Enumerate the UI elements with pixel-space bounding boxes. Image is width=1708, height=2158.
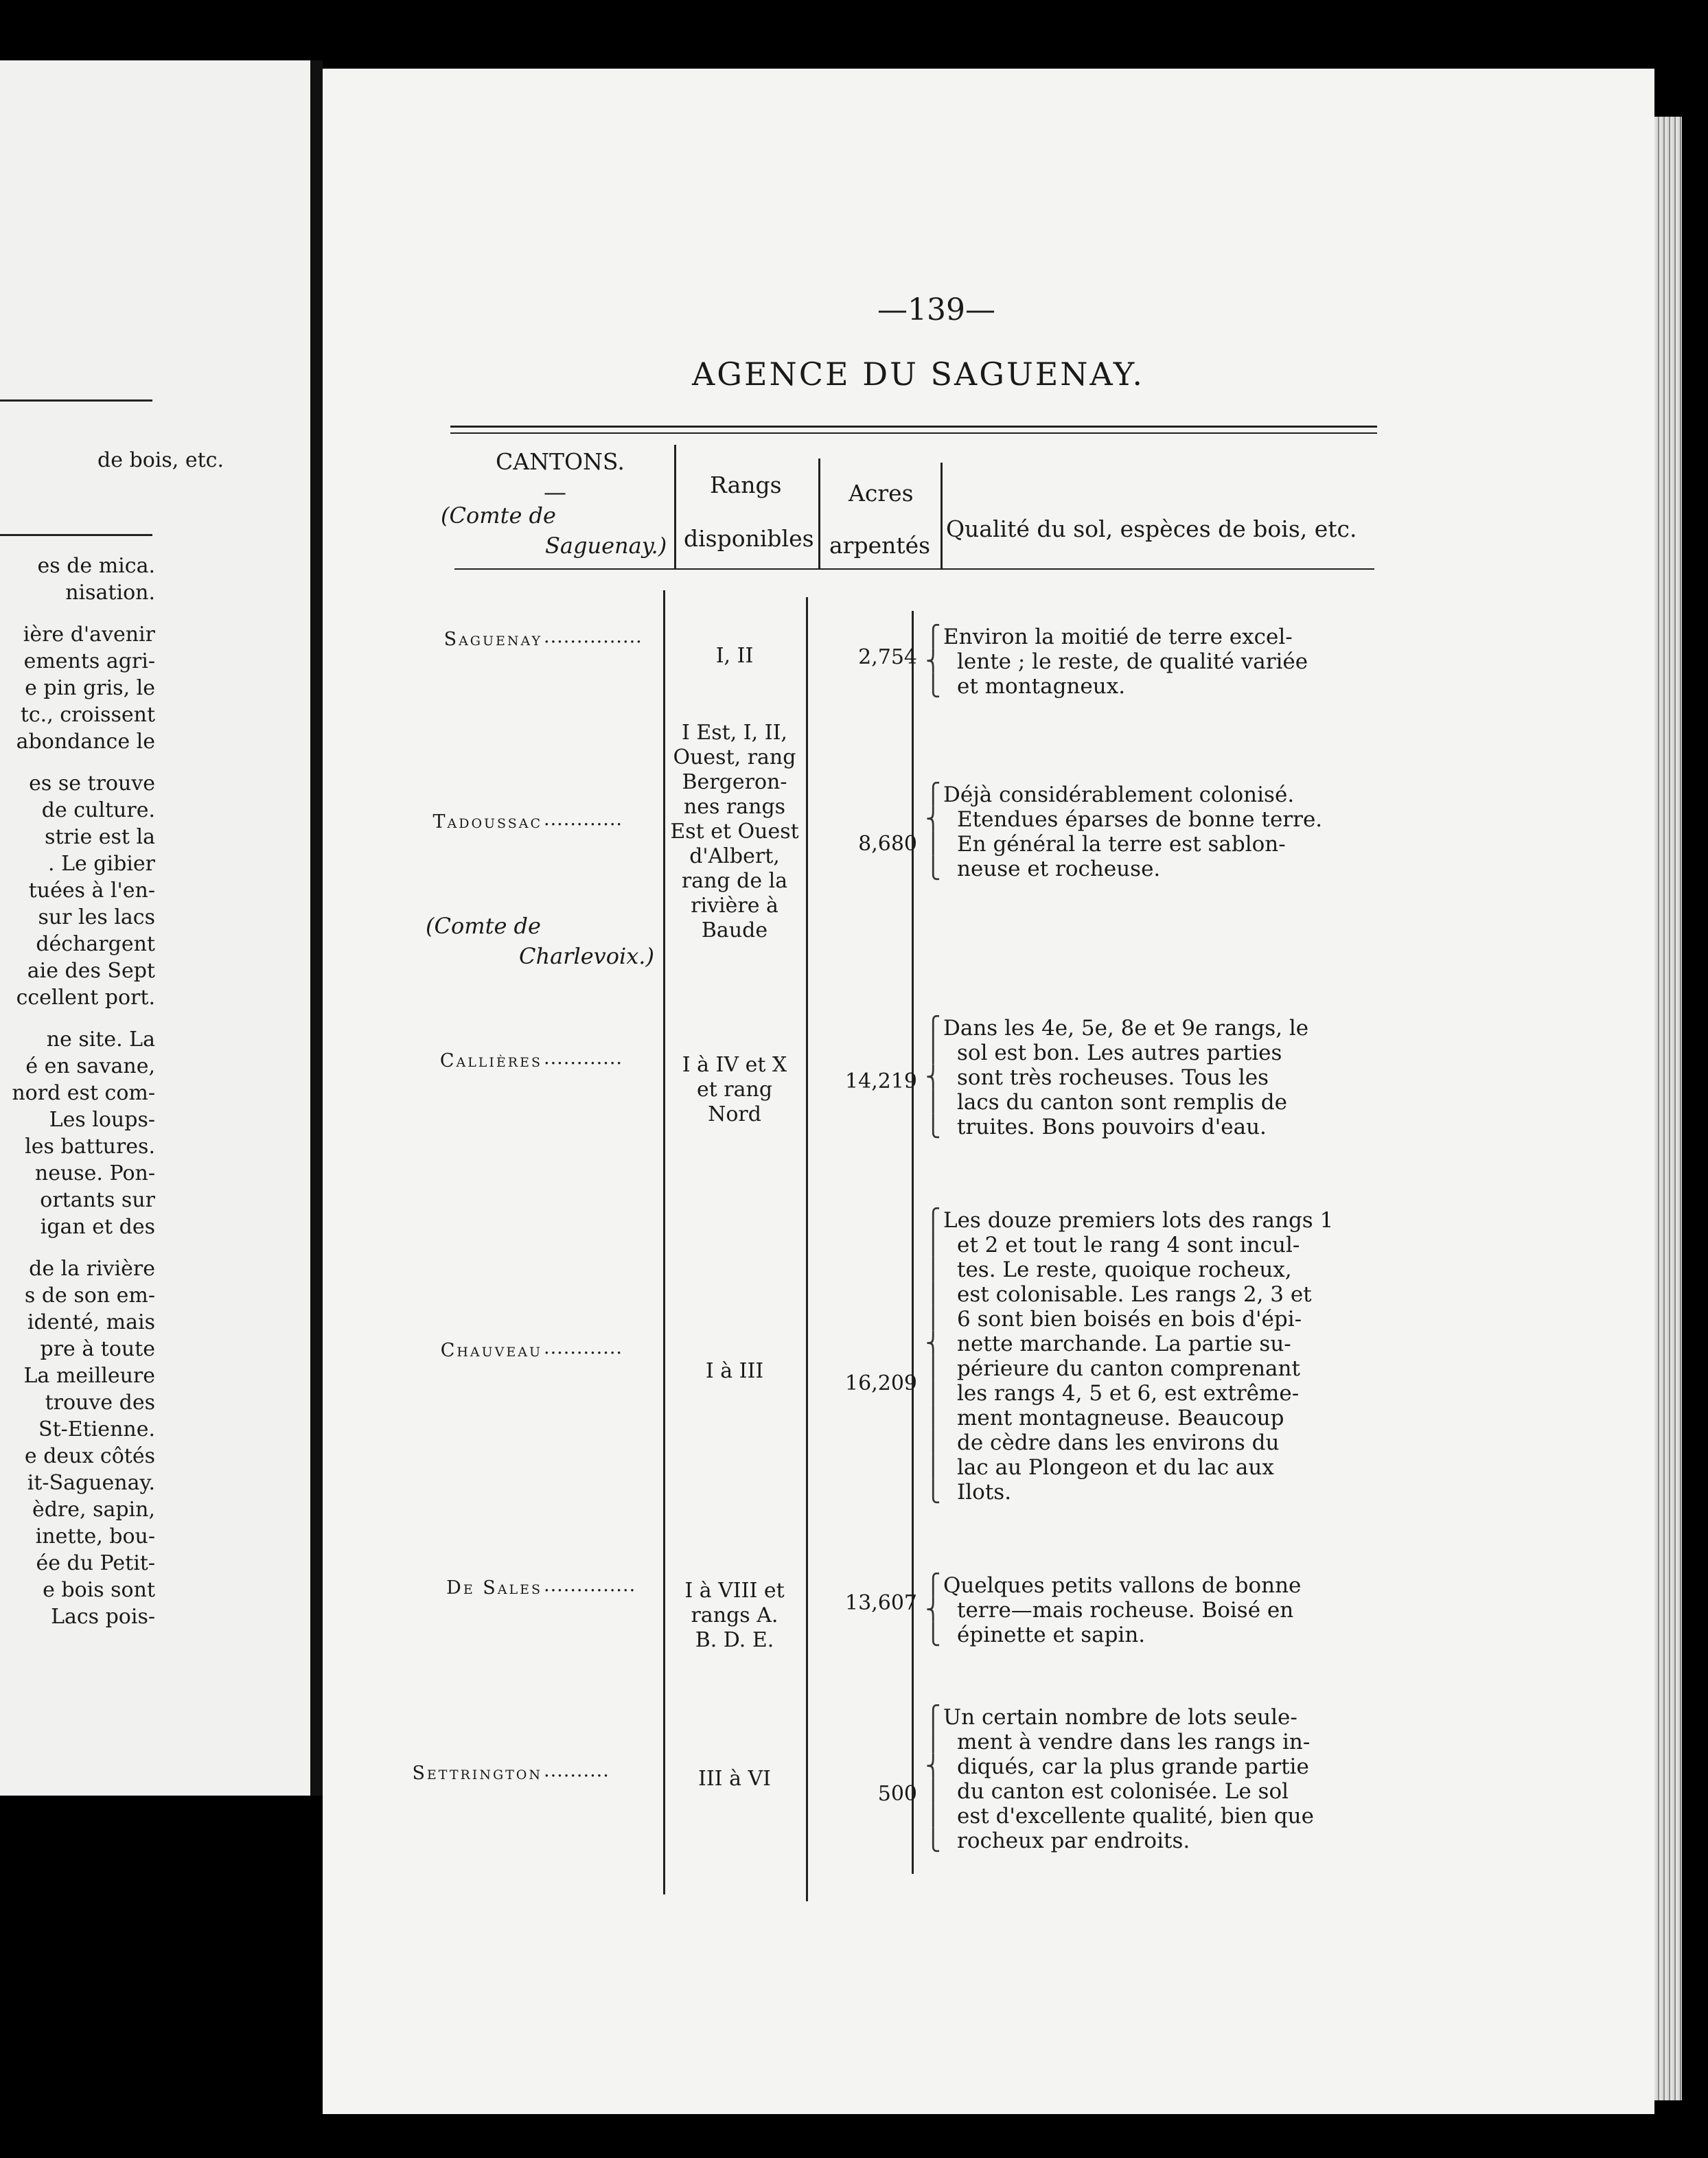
quality-line: terre—mais rocheuse. Boisé en <box>957 1598 1294 1623</box>
acres-value: 8,680 <box>858 832 917 856</box>
left-page-line: identé, mais <box>27 1310 155 1334</box>
canton-name: Saguenay <box>443 629 542 650</box>
header-dash: — <box>544 478 566 505</box>
header-top-rule <box>450 426 1377 428</box>
left-page-line: s de son em- <box>24 1284 155 1308</box>
left-page <box>0 60 310 1796</box>
rangs-line: d'Albert, <box>689 844 780 868</box>
rangs-line: Est et Ouest <box>670 820 799 844</box>
quality-line: Déjà considérablement colonisé. <box>943 782 1295 807</box>
header-divider <box>940 463 943 568</box>
rangs-line: Nord <box>708 1102 761 1126</box>
left-page-line: igan et des <box>40 1215 155 1239</box>
header-divider <box>674 445 676 568</box>
left-page-line: La meilleure <box>23 1364 155 1388</box>
brace-mark: ⎨ <box>925 1332 941 1356</box>
header-rangs: Rangs <box>710 472 782 498</box>
quality-line: Dans les 4e, 5e, 8e et 9e rangs, le <box>943 1016 1309 1041</box>
rangs-line: et rang <box>696 1078 773 1102</box>
left-page-line: ements agri- <box>23 649 155 673</box>
header-county: (Comte de <box>441 502 556 529</box>
quality-line: 6 sont bien boisés en bois d'épi- <box>957 1307 1302 1332</box>
quality-line: Les douze premiers lots des rangs 1 <box>943 1208 1334 1233</box>
rangs-line: Bergeron- <box>682 770 787 794</box>
quality-line: périeure du canton comprenant <box>957 1356 1300 1381</box>
quality-line: ment à vendre dans les rangs in- <box>957 1730 1311 1754</box>
brace-mark: ⎪ <box>925 1455 941 1479</box>
brace-mark: ⎧ <box>925 782 941 807</box>
left-page-line: trouve des <box>45 1391 155 1415</box>
acres-value: 500 <box>877 1782 917 1806</box>
quality-line: de cèdre dans les environs du <box>957 1430 1280 1455</box>
left-page-line: es de mica. <box>37 554 155 578</box>
canton-name: Tadoussac <box>432 811 542 833</box>
left-page-line: nord est com- <box>12 1081 155 1105</box>
brace-mark: ⎪ <box>925 1257 941 1281</box>
left-page-line: tuées à l'en- <box>28 879 155 903</box>
rangs-line: rangs A. <box>691 1603 778 1627</box>
left-page-line: abondance le <box>16 730 155 754</box>
left-page-line: sur les lacs <box>38 905 155 929</box>
county-label: (Comte de <box>426 913 541 939</box>
left-page-line: e pin gris, le <box>25 676 155 700</box>
quality-line: diqués, car la plus grande partie <box>957 1754 1309 1779</box>
canton-leader: ............ <box>544 1337 623 1358</box>
rangs-line: I, II <box>715 644 754 668</box>
acres-value: 16,209 <box>845 1371 917 1395</box>
page-number: —139— <box>877 292 995 327</box>
header-qualite: Qualité du sol, espèces de bois, etc. <box>946 515 1357 542</box>
county-label: Charlevoix.) <box>519 943 654 969</box>
left-page-line: strie est la <box>45 825 155 849</box>
page-title: AGENCE DU SAGUENAY. <box>692 356 1144 393</box>
left-page-line: ière d'avenir <box>23 623 155 647</box>
quality-line: et 2 et tout le rang 4 sont incul- <box>957 1233 1300 1257</box>
brace-mark: ⎧ <box>925 1573 941 1597</box>
left-page-line: Lacs pois- <box>51 1605 155 1629</box>
brace-mark: ⎪ <box>925 1381 941 1405</box>
brace-mark: ⎪ <box>925 832 941 856</box>
header-cantons: CANTONS. <box>496 448 625 475</box>
acres-value: 2,754 <box>858 645 917 669</box>
rangs-line: B. D. E. <box>695 1628 774 1652</box>
rangs-line: I à IV et X <box>682 1053 787 1077</box>
rangs-line: I à III <box>705 1359 764 1383</box>
quality-line: les rangs 4, 5 et 6, est extrême- <box>957 1381 1300 1406</box>
left-page-line: déchargent <box>36 932 155 956</box>
rangs-line: I à VIII et <box>684 1579 785 1603</box>
left-page-line: neuse. Pon- <box>34 1161 155 1185</box>
rangs-line: III à VI <box>697 1767 772 1791</box>
header-divider <box>818 459 820 568</box>
brace-mark: ⎧ <box>925 1208 941 1232</box>
quality-line: Environ la moitié de terre excel- <box>943 625 1293 649</box>
brace-mark: ⎪ <box>925 1730 941 1754</box>
brace-mark: ⎪ <box>925 1090 941 1114</box>
quality-line: est d'excellente qualité, bien que <box>957 1804 1314 1829</box>
rangs-line: Baude <box>701 918 768 942</box>
header-rangs: disponibles <box>684 525 814 552</box>
acres-value: 13,607 <box>845 1591 917 1615</box>
rangs-line: Ouest, rang <box>673 745 796 769</box>
canton-leader: ............... <box>544 626 643 647</box>
left-page-line: de culture. <box>41 798 155 822</box>
quality-line: truites. Bons pouvoirs d'eau. <box>957 1115 1267 1139</box>
quality-line: En général la terre est sablon- <box>957 832 1286 857</box>
left-page-line: ortants sur <box>40 1188 155 1212</box>
quality-line: neuse et rocheuse. <box>957 857 1161 881</box>
brace-mark: ⎪ <box>925 1804 941 1828</box>
right-page <box>323 69 1654 2114</box>
quality-line: épinette et sapin. <box>957 1623 1146 1647</box>
brace-mark: ⎧ <box>925 625 941 649</box>
left-page-line: de la rivière <box>29 1257 155 1281</box>
brace-mark: ⎨ <box>925 649 941 673</box>
header-acres: arpentés <box>829 532 931 559</box>
header-bottom-rule <box>454 568 1374 570</box>
canton-name: Callières <box>439 1050 542 1071</box>
left-page-line: ne site. La <box>46 1028 155 1052</box>
brace-mark: ⎪ <box>925 1041 941 1065</box>
brace-mark: ⎧ <box>925 1016 941 1040</box>
brace-mark: ⎩ <box>925 1480 941 1504</box>
brace-mark: ⎪ <box>925 1307 941 1331</box>
quality-line: lacs du canton sont remplis de <box>957 1090 1287 1115</box>
left-page-rule <box>0 534 152 536</box>
canton-name: Chauveau <box>440 1340 542 1361</box>
left-page-line: tc., croissent <box>20 703 155 727</box>
left-page-rule <box>0 399 152 402</box>
left-page-line: St-Etienne. <box>38 1417 155 1441</box>
header-acres: Acres <box>849 480 914 507</box>
brace-mark: ⎨ <box>925 1598 941 1622</box>
rangs-line: nes rangs <box>683 795 786 819</box>
left-page-line: es se trouve <box>29 771 155 796</box>
left-page-line: nisation. <box>65 581 155 605</box>
left-page-line: èdre, sapin, <box>32 1498 155 1522</box>
left-page-line: é en savane, <box>25 1054 155 1078</box>
brace-mark: ⎧ <box>925 1705 941 1729</box>
brace-mark: ⎩ <box>925 1623 941 1647</box>
quality-line: lente ; le reste, de qualité variée <box>957 649 1308 674</box>
quality-line: Ilots. <box>957 1480 1012 1505</box>
quality-line: et montagneux. <box>957 674 1126 699</box>
brace-mark: ⎨ <box>925 1754 941 1778</box>
brace-mark: ⎪ <box>925 1406 941 1430</box>
quality-line: nette marchande. La partie su- <box>957 1332 1291 1356</box>
brace-mark: ⎩ <box>925 1115 941 1139</box>
rangs-line: rivière à <box>691 894 778 918</box>
left-page-line: ccellent port. <box>16 986 155 1010</box>
canton-name: De Sales <box>446 1577 542 1599</box>
header-top-rule <box>450 432 1377 434</box>
left-page-line: . Le gibier <box>48 852 155 876</box>
left-page-line: e bois sont <box>43 1578 155 1602</box>
brace-mark: ⎪ <box>925 1430 941 1454</box>
left-page-header-fragment: de bois, etc. <box>97 448 224 472</box>
left-page-line: it-Saguenay. <box>27 1471 155 1495</box>
brace-mark: ⎨ <box>925 807 941 831</box>
quality-line: ment montagneuse. Beaucoup <box>957 1406 1284 1430</box>
left-page-line: Les loups- <box>49 1108 155 1132</box>
canton-leader: .......... <box>544 1760 610 1781</box>
rangs-line: rang de la <box>681 869 788 893</box>
brace-mark: ⎪ <box>925 1356 941 1380</box>
canton-leader: ............ <box>544 1047 623 1069</box>
left-page-line: ée du Petit- <box>36 1551 155 1575</box>
quality-line: sont très rocheuses. Tous les <box>957 1065 1269 1090</box>
header-county: Saguenay.) <box>545 533 667 559</box>
acres-value: 14,219 <box>845 1069 917 1093</box>
left-page-line: inette, bou- <box>35 1524 155 1548</box>
brace-mark: ⎩ <box>925 857 941 881</box>
book-gutter <box>310 60 323 1796</box>
canton-leader: .............. <box>544 1575 636 1596</box>
brace-mark: ⎩ <box>925 1829 941 1853</box>
column-divider <box>806 597 808 1901</box>
column-divider <box>912 611 914 1874</box>
brace-mark: ⎪ <box>925 1779 941 1803</box>
quality-line: Etendues éparses de bonne terre. <box>957 807 1323 832</box>
quality-line: Un certain nombre de lots seule- <box>943 1705 1297 1730</box>
quality-line: sol est bon. Les autres parties <box>957 1041 1282 1065</box>
canton-leader: ............ <box>544 809 623 830</box>
brace-mark: ⎨ <box>925 1065 941 1089</box>
quality-line: Quelques petits vallons de bonne <box>943 1573 1302 1598</box>
left-page-line: e deux côtés <box>24 1444 155 1468</box>
left-page-line: aie des Sept <box>27 959 155 983</box>
left-page-line: pre à toute <box>40 1337 155 1361</box>
quality-line: du canton est colonisée. Le sol <box>957 1779 1289 1804</box>
quality-line: est colonisable. Les rangs 2, 3 et <box>957 1282 1312 1307</box>
quality-line: tes. Le reste, quoique rocheux, <box>957 1257 1292 1282</box>
brace-mark: ⎪ <box>925 1233 941 1257</box>
left-page-line: les battures. <box>25 1135 155 1159</box>
brace-mark: ⎩ <box>925 674 941 698</box>
brace-mark: ⎪ <box>925 1282 941 1306</box>
quality-line: rocheux par endroits. <box>957 1829 1190 1853</box>
rangs-line: I Est, I, II, <box>682 721 787 745</box>
quality-line: lac au Plongeon et du lac aux <box>957 1455 1274 1480</box>
column-divider <box>663 590 665 1894</box>
canton-name: Settrington <box>412 1763 542 1784</box>
